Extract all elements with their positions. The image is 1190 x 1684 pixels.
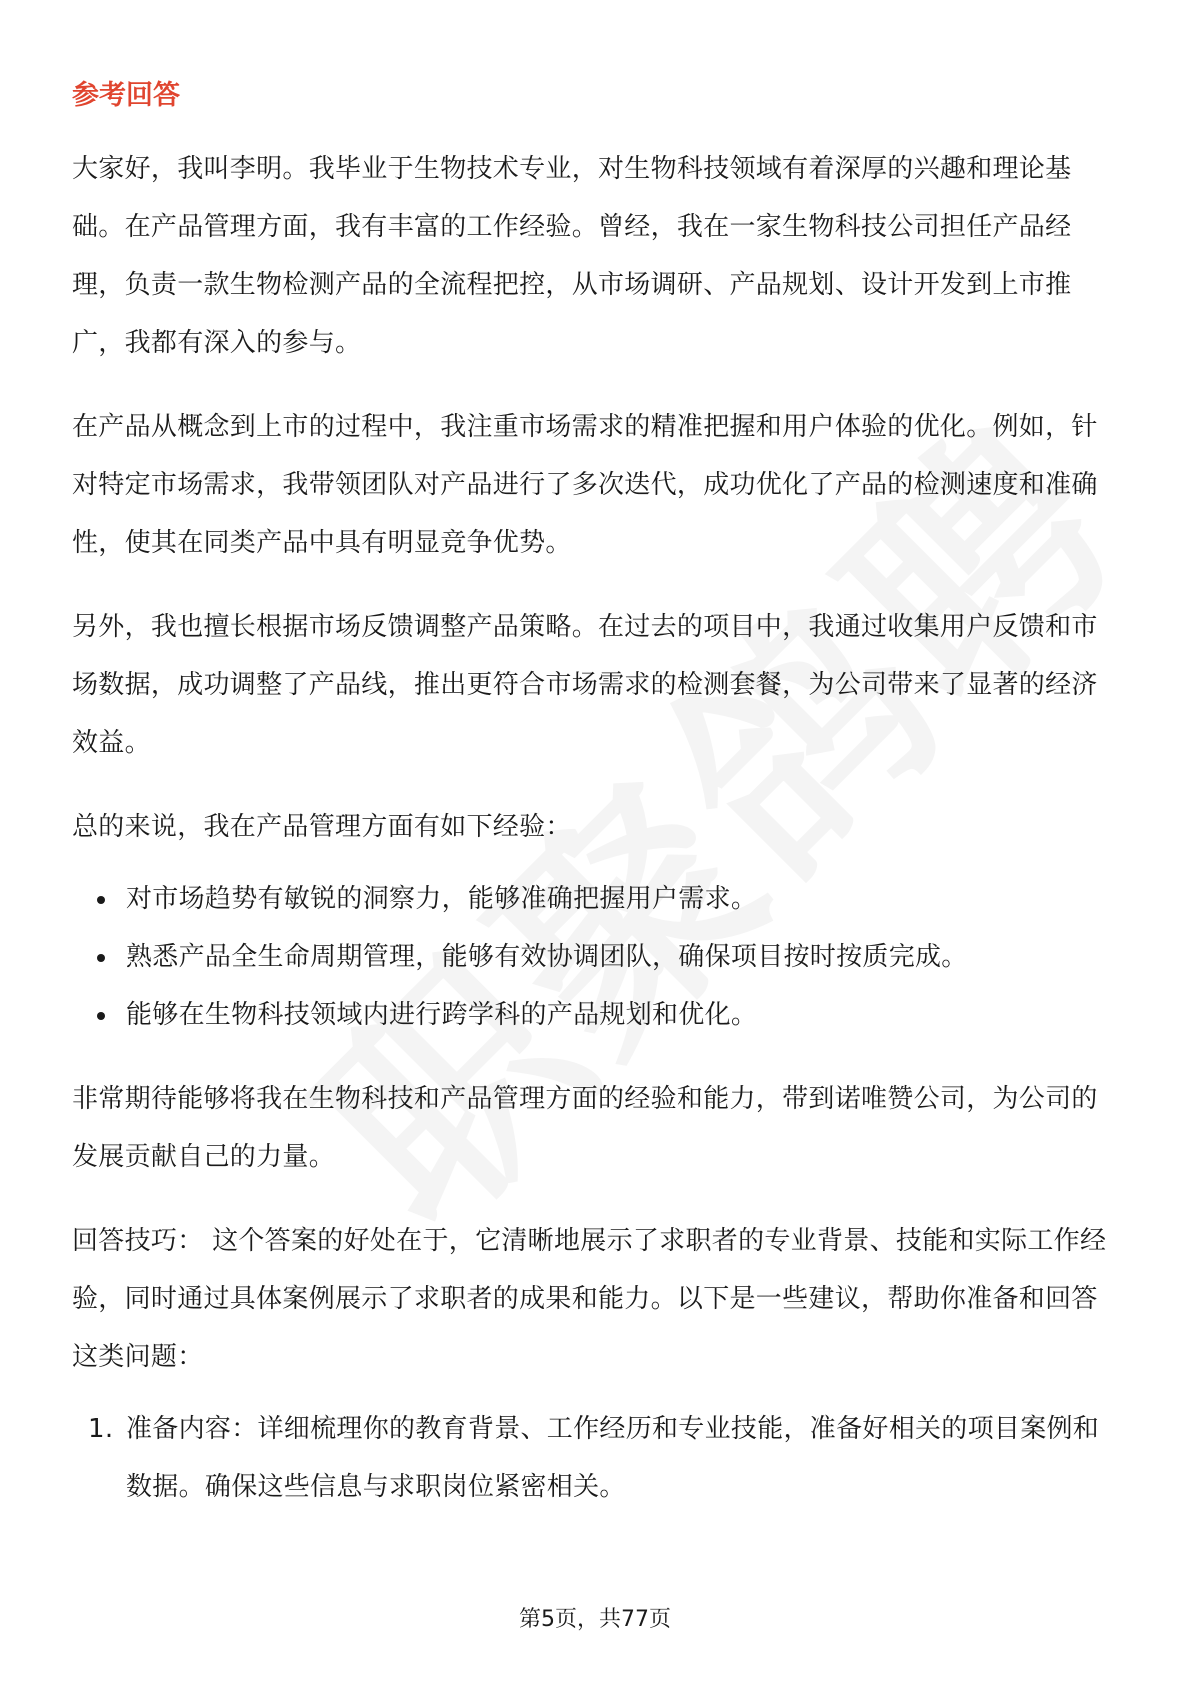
bullet-icon: [97, 1012, 105, 1020]
bullet-icon: [97, 954, 105, 962]
paragraph-summary: 总的来说，我在产品管理方面有如下经验：: [72, 812, 572, 842]
section-title: 参考回答: [72, 80, 180, 111]
bullet-icon: [97, 896, 105, 904]
list-item-text: 熟悉产品全生命周期管理，能够有效协调团队，确保项目按时按质完成。: [126, 942, 968, 972]
list-item-text: 能够在生物科技领域内进行跨学科的产品规划和优化。: [126, 1000, 758, 1030]
paragraph-process: 在产品从概念到上市的过程中，我注重市场需求的精准把握和用户体验的优化。例如，针对特定市场需求，我带领团队对产品进行了多次迭代，成功优化了产品的检测速度和准确性，使其在同类产品中具有明显竞争优势。: [72, 412, 1098, 558]
list-item-number: 1.: [88, 1414, 114, 1444]
list-item: [72, 1400, 1122, 1516]
paragraph-strategy: 另外，我也擅长根据市场反馈调整产品策略。在过去的项目中，我通过收集用户反馈和市场数据，成功调整了产品线，推出更符合市场需求的检测套餐，为公司带来了显著的经济效益。: [72, 612, 1098, 758]
list-item-text: 准备内容：详细梳理你的教育背景、工作经历和专业技能，准备好相关的项目案例和数据。确保这些信息与求职岗位紧密相关。: [126, 1414, 1100, 1502]
tips-list: [72, 1400, 1122, 1516]
list-item: [72, 986, 1122, 1044]
paragraph-intro: 大家好，我叫李明。我毕业于生物技术专业，对生物科技领域有着深厚的兴趣和理论基础。在产品管理方面，我有丰富的工作经验。曾经，我在一家生物科技公司担任产品经理，负责一款生物检测产品的全流程把控，从市场调研、产品规划、设计开发到上市推广，我都有深入的参与。: [72, 154, 1072, 358]
experience-list: [72, 870, 1122, 1044]
list-item: [72, 928, 1122, 986]
paragraph-tips: 回答技巧： 这个答案的好处在于，它清晰地展示了求职者的专业背景、技能和实际工作经验，同时通过具体案例展示了求职者的成果和能力。以下是一些建议，帮助你准备和回答这类问题：: [72, 1226, 1107, 1372]
list-item-text: 对市场趋势有敏锐的洞察力，能够准确把握用户需求。: [126, 884, 758, 914]
page-footer: 第5页，共77页: [519, 1607, 671, 1632]
list-item: [72, 870, 1122, 928]
document-page: [72, 78, 1122, 1516]
paragraph-closing: 非常期待能够将我在生物科技和产品管理方面的经验和能力，带到诺唯赞公司，为公司的发展贡献自己的力量。: [72, 1084, 1098, 1172]
